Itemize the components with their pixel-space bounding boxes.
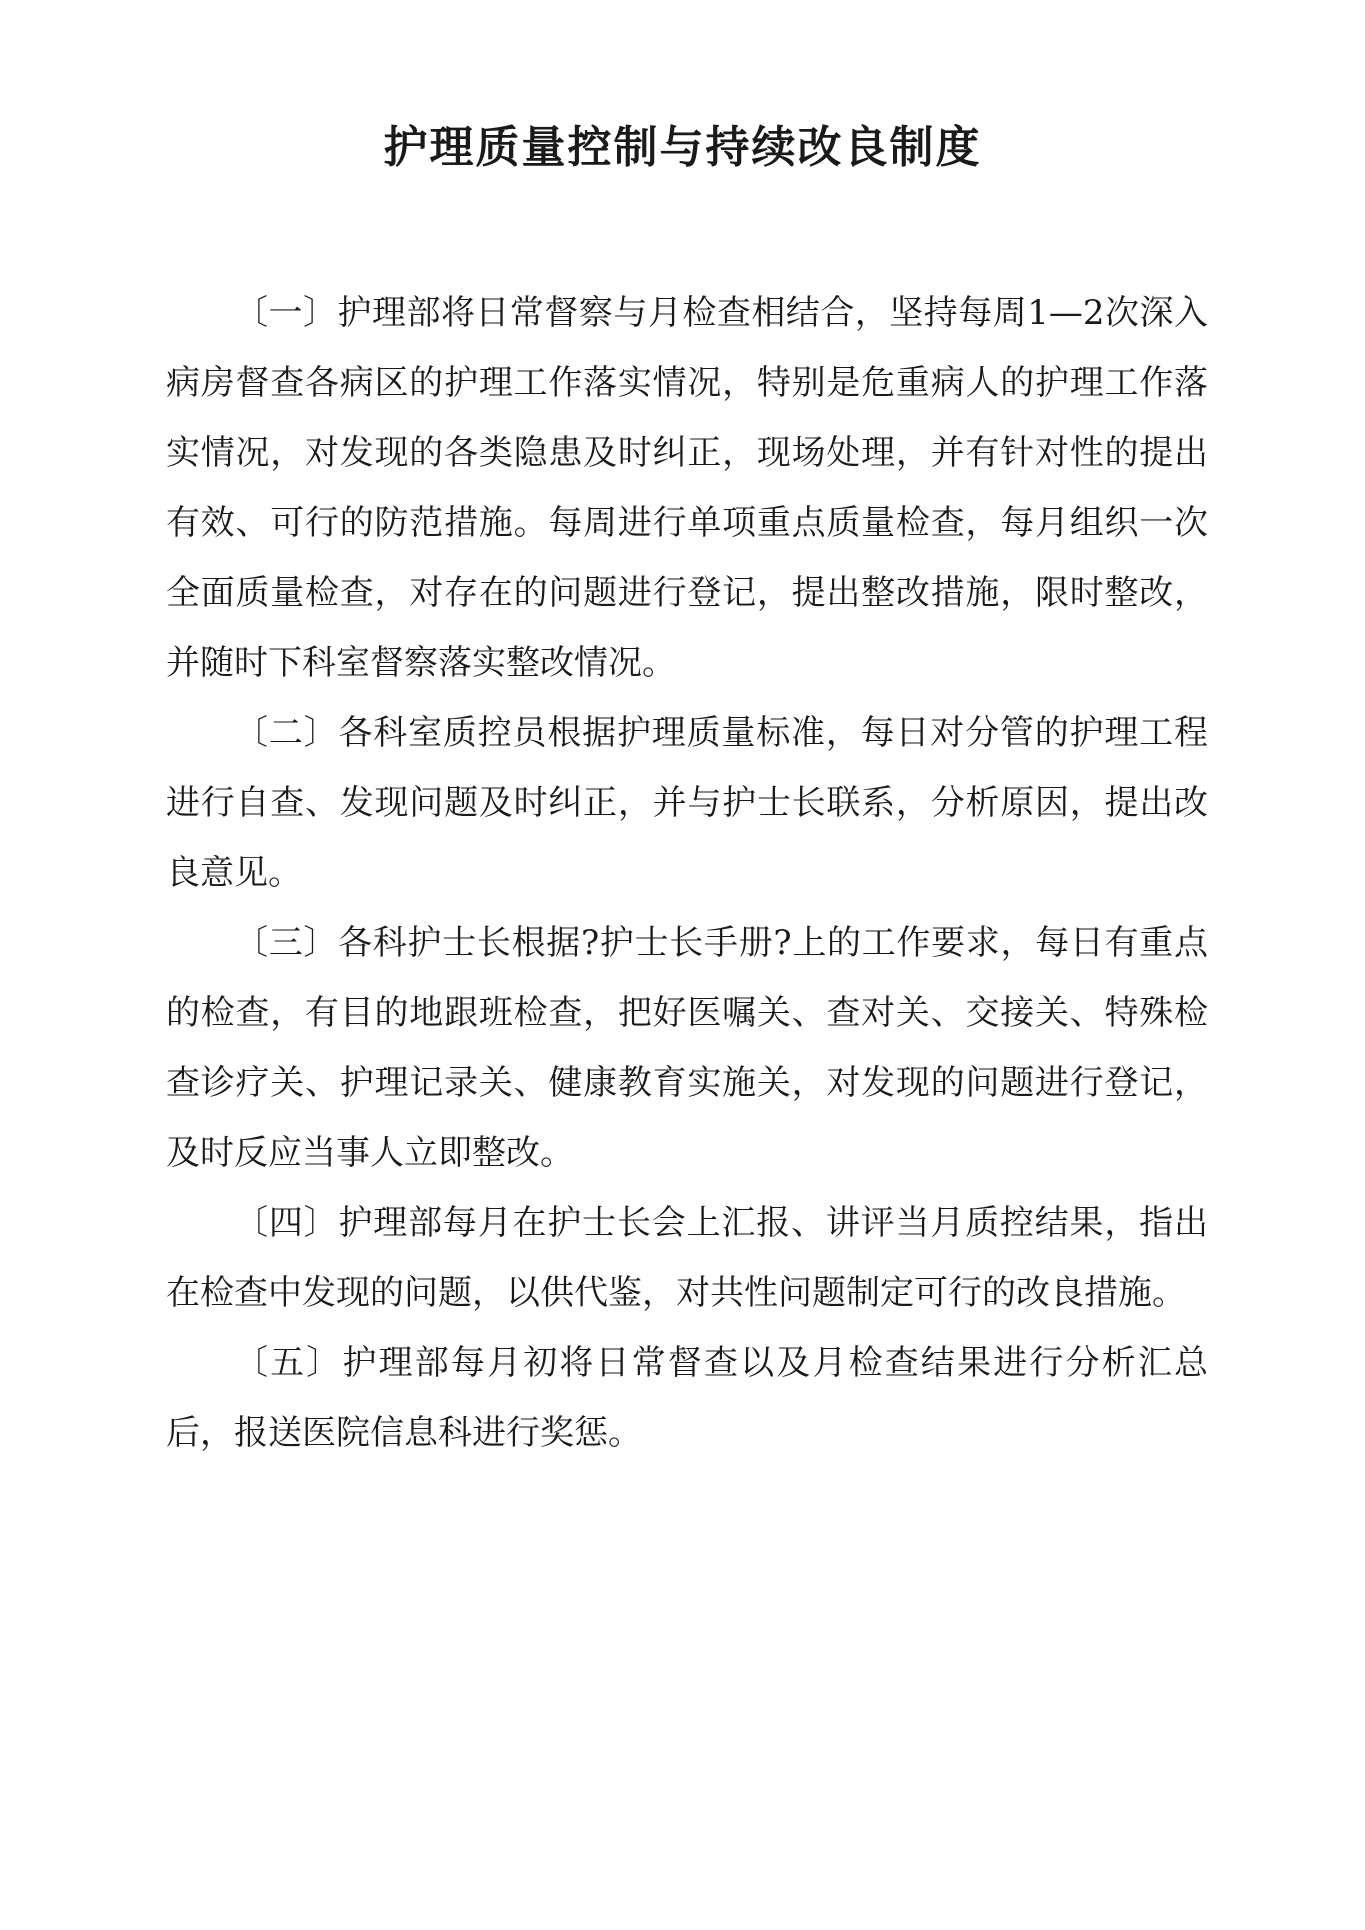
paragraph-2: 〔二〕各科室质控员根据护理质量标准，每日对分管的护理工程进行自查、发现问题及时纠正，并与护士长联系，分析原因，提出改良意见。	[166, 713, 1208, 893]
document-body	[166, 278, 1208, 1468]
paragraph-1: 〔一〕护理部将日常督察与月检查相结合，坚持每周1—2次深入病房督查各病区的护理工作落实情况，特别是危重病人的护理工作落实情况，对发现的各类隐患及时纠正，现场处理，并有针对性的提出有效、可行的防范措施。每周进行单项重点质量检查，每月组织一次全面质量检查，对存在的问题进行登记，提出整改措施，限时整改，并随时下科室督察落实整改情况。	[166, 293, 1208, 683]
paragraph-3: 〔三〕各科护士长根据?护士长手册?上的工作要求，每日有重点的检查，有目的地跟班检查，把好医嘱关、查对关、交接关、特殊检查诊疗关、护理记录关、健康教育实施关，对发现的问题进行登记，及时反应当事人立即整改。	[166, 923, 1208, 1173]
document-title: 护理质量控制与持续改良制度	[383, 122, 982, 173]
paragraph-5: 〔五〕护理部每月初将日常督查以及月检查结果进行分析汇总后，报送医院信息科进行奖惩。	[166, 1343, 1208, 1453]
paragraph-4: 〔四〕护理部每月在护士长会上汇报、讲评当月质控结果，指出在检查中发现的问题，以供代鉴，对共性问题制定可行的改良措施。	[166, 1203, 1208, 1313]
